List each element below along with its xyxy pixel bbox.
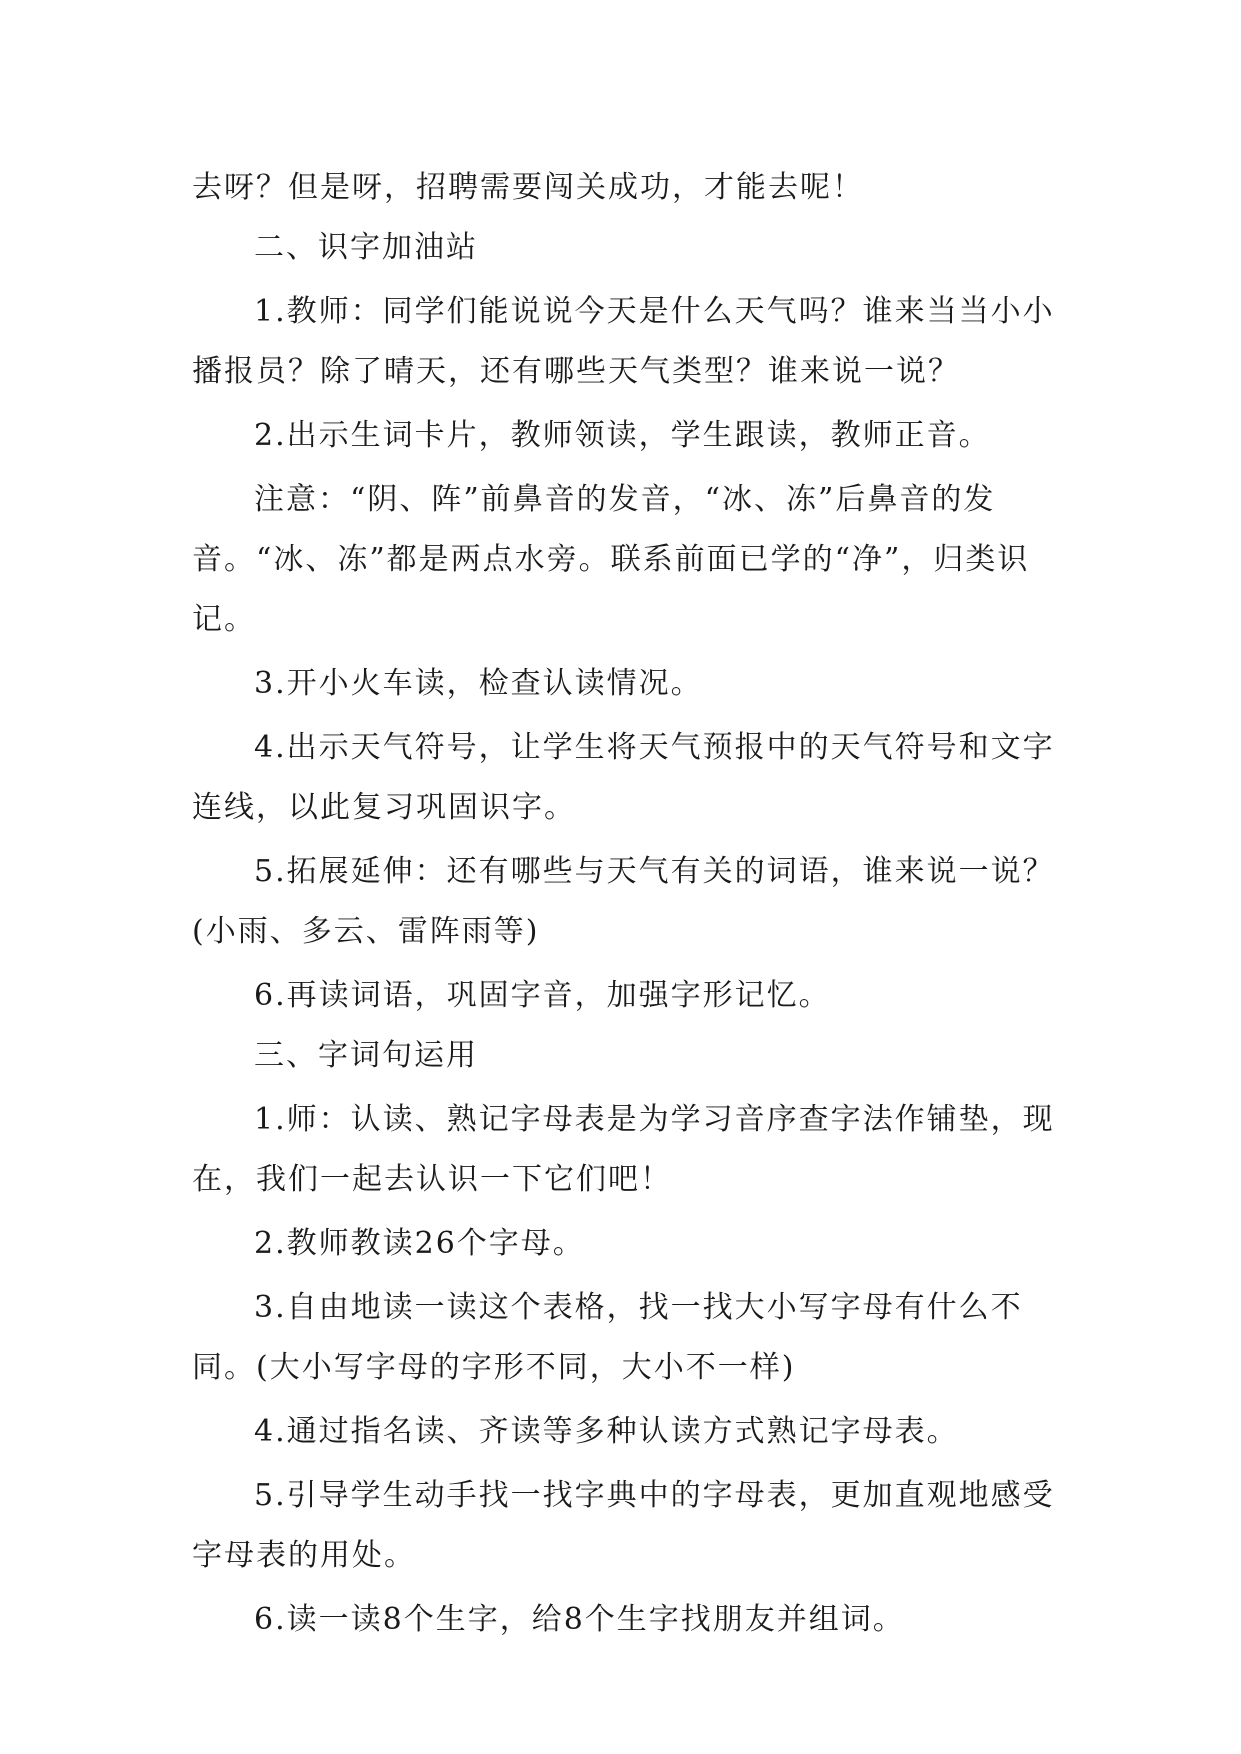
- paragraph: 2.出示生词卡片，教师领读，学生跟读，教师正音。: [254, 418, 991, 453]
- paragraph-continuation: 去呀？但是呀，招聘需要闯关成功，才能去呢！: [192, 170, 864, 205]
- paragraph: 3.自由地读一读这个表格，找一找大小写字母有什么不同。(大小写字母的字形不同，大小不一样): [192, 1290, 1023, 1385]
- paragraph-note: 注意：“阴、阵”前鼻音的发音，“冰、冻”后鼻音的发音。“冰、冻”都是两点水旁。联系前面已学的“净”，归类识记。: [192, 482, 1030, 637]
- paragraph: 3.开小火车读，检查认读情况。: [254, 666, 703, 701]
- paragraph: 4.通过指名读、齐读等多种认读方式熟记字母表。: [254, 1414, 959, 1449]
- paragraph: 4.出示天气符号，让学生将天气预报中的天气符号和文字连线，以此复习巩固识字。: [192, 730, 1055, 825]
- paragraph: 1.师：认读、熟记字母表是为学习音序查字法作铺垫，现在，我们一起去认识一下它们吧！: [192, 1102, 1055, 1197]
- paragraph: 1.教师：同学们能说说今天是什么天气吗？谁来当当小小播报员？除了晴天，还有哪些天气类型？谁来说一说？: [192, 294, 1055, 389]
- document-body: [192, 158, 1062, 1650]
- paragraph: 6.再读词语，巩固字音，加强字形记忆。: [254, 978, 831, 1013]
- paragraph: 5.引导学生动手找一找字典中的字母表，更加直观地感受字母表的用处。: [192, 1478, 1055, 1573]
- section-heading-3: 三、字词句运用: [254, 1038, 478, 1073]
- paragraph: 2.教师教读26个字母。: [254, 1226, 585, 1261]
- paragraph: 6.读一读8个生字，给8个生字找朋友并组词。: [254, 1602, 905, 1637]
- section-heading-2: 二、识字加油站: [254, 230, 478, 265]
- paragraph: 5.拓展延伸：还有哪些与天气有关的词语，谁来说一说？(小雨、多云、雷阵雨等): [192, 854, 1055, 949]
